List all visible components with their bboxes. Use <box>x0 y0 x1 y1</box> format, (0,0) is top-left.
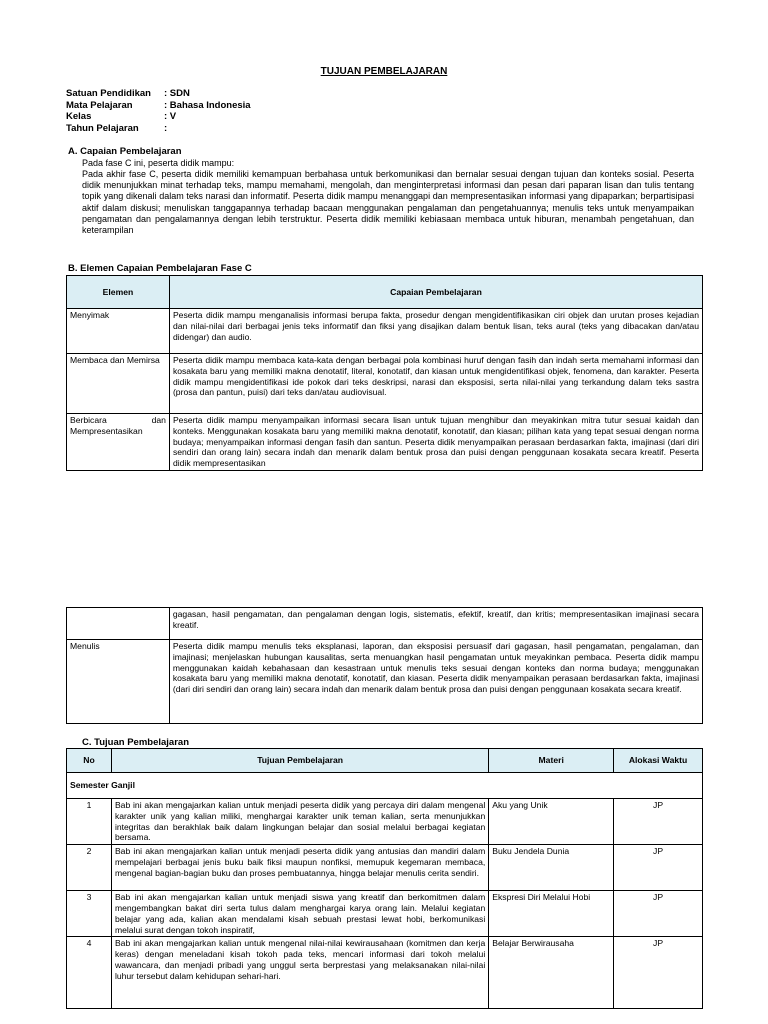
meta-label: Tahun Pelajaran <box>66 122 139 134</box>
tp-table <box>66 748 703 1009</box>
table-row <box>67 354 703 414</box>
capaian-cell: gagasan, hasil pengamatan, dan pengalaman dengan logis, sistematis, efektif, kreatif, dan kritis; mempresentasikan imajinasi secara kreatif. <box>169 608 702 640</box>
materi-cell: Buku Jendela Dunia <box>489 845 614 891</box>
col-alokasi: Alokasi Waktu <box>614 749 703 773</box>
semester-label: Semester Ganjil <box>67 773 703 799</box>
meta-label: Kelas <box>66 111 92 122</box>
elemen-cell: Membaca dan Memirsa <box>67 354 170 414</box>
meta-label: Satuan Pendidikan <box>66 88 151 99</box>
meta-row <box>66 88 251 100</box>
section-c-heading: C. Tujuan Pembelajaran <box>82 737 189 748</box>
col-no: No <box>67 749 112 773</box>
elemen-cell: Menyimak <box>67 309 170 354</box>
meta-label: Mata Pelajaran <box>66 99 133 111</box>
materi-cell: Aku yang Unik <box>489 799 614 845</box>
meta-row <box>66 123 251 135</box>
table-row <box>67 309 703 354</box>
table-row <box>67 608 703 640</box>
tujuan-cell: Bab ini akan mengajarkan kalian untuk menjadi peserta didik yang percaya diri dalam mengenal karakter unik yang kalian miliki, menghargai karakter unik teman kalian, serta menunjukkan integritas dan berakhlak baik dalam lingkungan belajar dan sosial melalui berbagai kegiatan bersama. <box>111 799 488 845</box>
tujuan-cell: Bab ini akan mengajarkan kalian untuk menjadi siswa yang kreatif dan berkomitmen dalam mengembangkan bakat diri serta tulus dalam menghargai karya orang lain. Melalui kegiatan belajar yang ada, kalian akan mendalami kisah sebuah prestasi lewat hobi, berkomunikasi melalui surat dengan tokoh inspiratif, <box>111 891 488 937</box>
meta-value: : Bahasa Indonesia <box>164 99 251 111</box>
tp-table-header <box>67 749 703 773</box>
alokasi-cell: JP <box>614 799 703 845</box>
meta-value: : SDN <box>164 88 190 99</box>
section-b-heading: B. Elemen Capaian Pembelajaran Fase C <box>68 263 252 274</box>
col-capaian: Capaian Pembelajaran <box>169 276 702 309</box>
section-a-heading: A. Capaian Pembelajaran <box>68 146 182 157</box>
elemen-cell <box>67 608 170 640</box>
cp-table <box>66 275 703 471</box>
elemen-cell: Menulis <box>67 640 170 724</box>
elemen-cell: Berbicara dan Mempresentasikan <box>67 414 170 471</box>
no-cell: 1 <box>67 799 112 845</box>
col-elemen: Elemen <box>67 276 170 309</box>
table-row <box>67 414 703 471</box>
table-row <box>67 799 703 845</box>
capaian-text: Peserta didik mampu menyampaikan informasi secara lisan untuk tujuan menghibur dan meyakinkan mitra tutur sesuai kaidah dan konteks. Menggunakan kosakata baru yang memiliki makna denotatif, konotatif, dan kiasan; pilihan kata yang tepat sesuai dengan norma budaya; menyampaikan informasi dengan fasih dan santun. Peserta didik menyampaikan perasaan berdasarkan fakta, imajinasi (dari diri sendiri dan orang lain) secara indah dan menarik dalam bentuk prosa dan puisi dengan penggunaan kosakata secara kreatif. Peserta didik mempresentasikan <box>172 415 699 469</box>
identity-block <box>66 88 251 134</box>
no-cell: 3 <box>67 891 112 937</box>
section-a-body: Pada akhir fase C, peserta didik memiliki kemampuan berbahasa untuk berkomunikasi dan bernalar sesuai dengan tujuan dan konteks sosial. Peserta didik menunjukkan minat terhadap teks, mampu memahami, mengolah, dan menginterpretasi informasi dan pesan dari paparan lisan dan tulis tentang topik yang dikenali dalam teks narasi dan informatif. Peserta didik mampu menanggapi dan mempresentasikan informasi yang dipaparkan; berpartisipasi aktif dalam diskusi; menuliskan tanggapannya terhadap bacaan menggunakan pengalaman dan pengetahuannya; menulis teks untuk menyampaikan pengamatan dan pengalamannya dengan lebih terstruktur. Peserta didik memiliki kebiasaan membaca untuk hiburan, menambah pengetahuan, dan keterampilan <box>82 169 694 236</box>
tujuan-cell: Bab ini akan mengajarkan kalian untuk mengenal nilai-nilai kewirausahaan (komitmen dan kerja keras) dengan meneladani kisah tokoh pada teks, mencari informasi dari tokoh melalui wawancara, dan menjadi pribadi yang unggul serta berprestasi yang melaksanakan nilai-nilai luhur tersebut dalam kehidupan sehari-hari. <box>111 937 488 1009</box>
materi-cell: Belajar Berwirausaha <box>489 937 614 1009</box>
semester-row <box>67 773 703 799</box>
cp-table-continued <box>66 607 703 724</box>
capaian-cell: Peserta didik mampu menulis teks eksplanasi, laporan, dan eksposisi persuasif dari gagasan, hasil pengamatan, pengalaman, dan imajinasi; menjelaskan hubungan kausalitas, serta menuangkan hasil pengamatan untuk meyakinkan pembaca. Peserta didik mampu menggunakan kaidah kebahasaan dan kesastraan untuk menulis teks sesuai dengan konteks dan norma budaya; menggunakan kosakata baru yang memiliki makna denotatif, konotatif, dan kiasan. Peserta didik menyampaikan perasaan berdasarkan fakta, imajinasi (dari diri sendiri dan orang lain) secara indah dan menarik dalam bentuk prosa dan puisi dengan penggunaan kosakata secara kreatif. <box>169 640 702 724</box>
table-row <box>67 845 703 891</box>
page-title: TUJUAN PEMBELAJARAN <box>320 66 448 77</box>
meta-value: : V <box>164 111 177 122</box>
alokasi-cell: JP <box>614 891 703 937</box>
section-a-intro: Pada fase C ini, peserta didik mampu: <box>82 158 235 168</box>
no-cell: 2 <box>67 845 112 891</box>
col-tujuan: Tujuan Pembelajaran <box>111 749 488 773</box>
tujuan-cell: Bab ini akan mengajarkan kalian untuk menjadi peserta didik yang antusias dan mandiri dalam mempelajari berbagai jenis buku baik fiksi maupun nonfiksi, memupuk kegemaran membaca, mengenal bagian-bagian buku dan proses pembuatannya, hingga belajar menulis cerita sendiri. <box>111 845 488 891</box>
materi-cell: Ekspresi Diri Melalui Hobi <box>489 891 614 937</box>
col-materi: Materi <box>489 749 614 773</box>
capaian-cell: Peserta didik mampu menganalisis informasi berupa fakta, prosedur dengan mengidentifikasikan ciri objek dan urutan proses kejadian dan nilai-nilai dari berbagai jenis teks informatif dan fiksi yang disajikan dalam bentuk lisan, teks aural (teks yang dibacakan dan/atau didengar) dan audio. <box>169 309 702 354</box>
meta-row <box>66 100 251 112</box>
capaian-cell <box>169 414 702 471</box>
table-row <box>67 891 703 937</box>
cp-table-header <box>67 276 703 309</box>
meta-row <box>66 111 251 123</box>
alokasi-cell: JP <box>614 937 703 1009</box>
alokasi-cell: JP <box>614 845 703 891</box>
table-row <box>67 640 703 724</box>
meta-value: : <box>164 122 168 134</box>
capaian-cell: Peserta didik mampu membaca kata-kata dengan berbagai pola kombinasi huruf dengan fasih dan indah serta memahami informasi dan kosakata baru yang memiliki makna denotatif, literal, konotatif, dan kiasan untuk mengidentifikasi objek, fenomena, dan karakter. Peserta didik mampu mengidentifikasi ide pokok dari teks deskripsi, narasi dan eksposisi, serta nilai-nilai yang terkandung dalam teks sastra (prosa dan pantun, puisi) dari teks dan/atau audiovisual. <box>169 354 702 414</box>
no-cell: 4 <box>67 937 112 1009</box>
table-row <box>67 937 703 1009</box>
